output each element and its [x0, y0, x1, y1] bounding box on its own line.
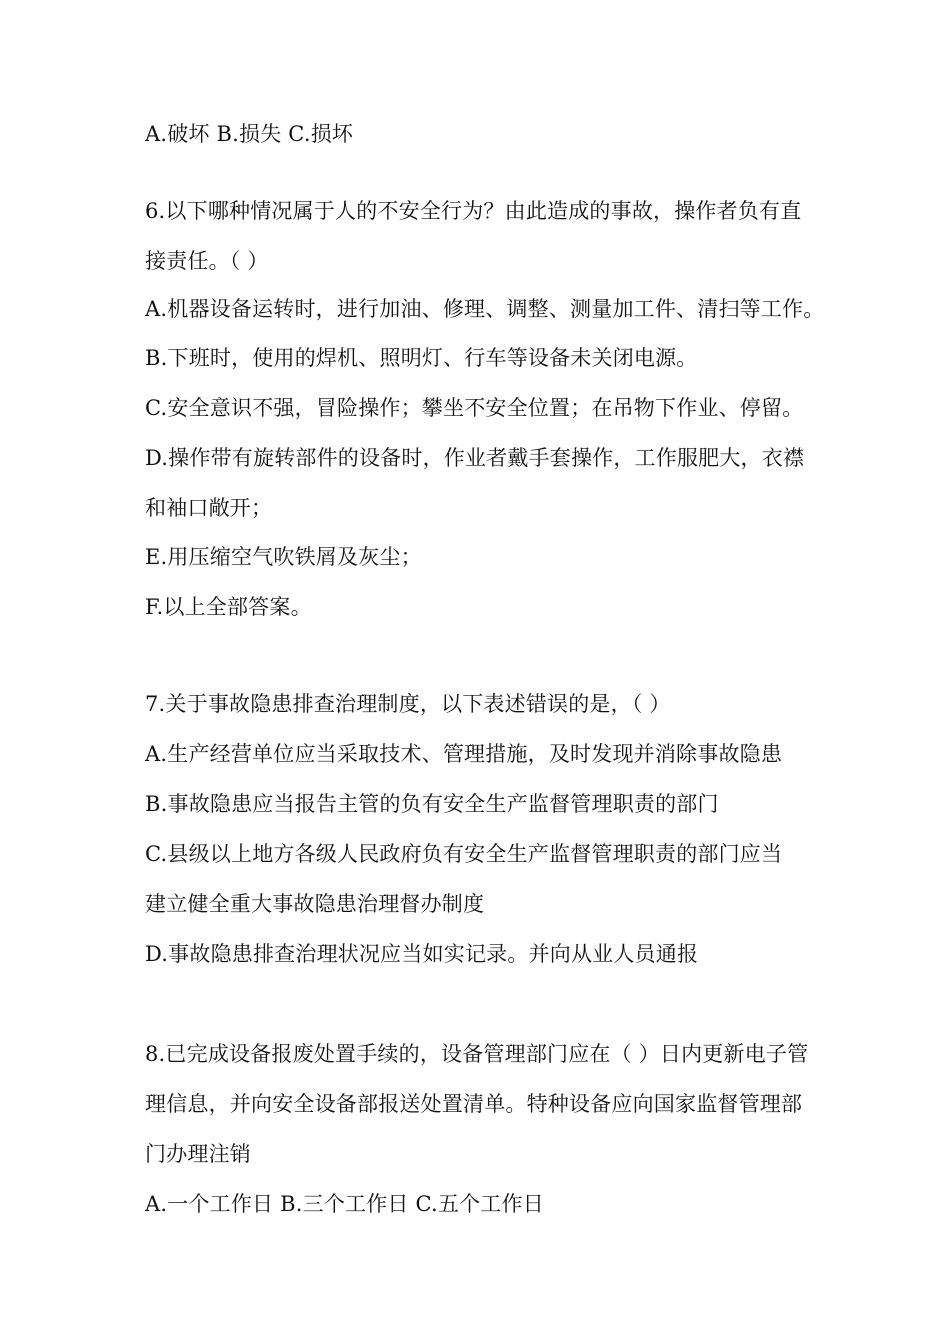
q6-option-a: A.机器设备运转时，进行加油、修理、调整、测量加工件、清扫等工作。: [145, 297, 825, 321]
q6-option-d-line1: D.操作带有旋转部件的设备时，作业者戴手套操作，工作服肥大，衣襟: [145, 446, 805, 470]
q7-option-c-line2: 建立健全重大事故隐患治理督办制度: [145, 892, 485, 916]
q6-option-f: F.以上全部答案。: [145, 595, 312, 619]
q7-option-d: D.事故隐患排查治理状况应当如实记录。并向从业人员通报: [145, 942, 699, 966]
q6-stem-line2: 接责任。（ ）: [145, 249, 269, 273]
q6-option-b: B.下班时，使用的焊机、照明灯、行车等设备未关闭电源。: [145, 346, 698, 370]
q7-option-a: A.生产经营单位应当采取技术、管理措施，及时发现并消除事故隐患: [145, 742, 783, 766]
q8-stem-line3: 门办理注销: [145, 1142, 251, 1166]
q7-option-b: B.事故隐患应当报告主管的负有安全生产监督管理职责的部门: [145, 792, 719, 816]
q6-stem-line1: 6.以下哪种情况属于人的不安全行为？由此造成的事故，操作者负有直: [145, 199, 802, 223]
q8-stem-line2: 理信息，并向安全设备部报送处置清单。特种设备应向国家监督管理部: [145, 1092, 803, 1116]
q7-stem: 7.关于事故隐患排查治理制度，以下表述错误的是，（ ）: [145, 692, 671, 716]
q5-options: A.破坏 B.损失 C.损坏: [145, 122, 354, 146]
q6-option-d-line2: 和袖口敞开；: [145, 496, 273, 520]
q6-option-e: E.用压缩空气吹铁屑及灰尘；: [145, 545, 422, 569]
q7-option-c-line1: C.县级以上地方各级人民政府负有安全生产监督管理职责的部门应当: [145, 842, 783, 866]
q8-options: A.一个工作日 B.三个工作日 C.五个工作日: [145, 1192, 544, 1216]
q8-stem-line1: 8.已完成设备报废处置手续的，设备管理部门应在（ ）日内更新电子管: [145, 1042, 809, 1066]
q6-option-c: C.安全意识不强，冒险操作；攀坐不安全位置；在吊物下作业、停留。: [145, 396, 804, 420]
